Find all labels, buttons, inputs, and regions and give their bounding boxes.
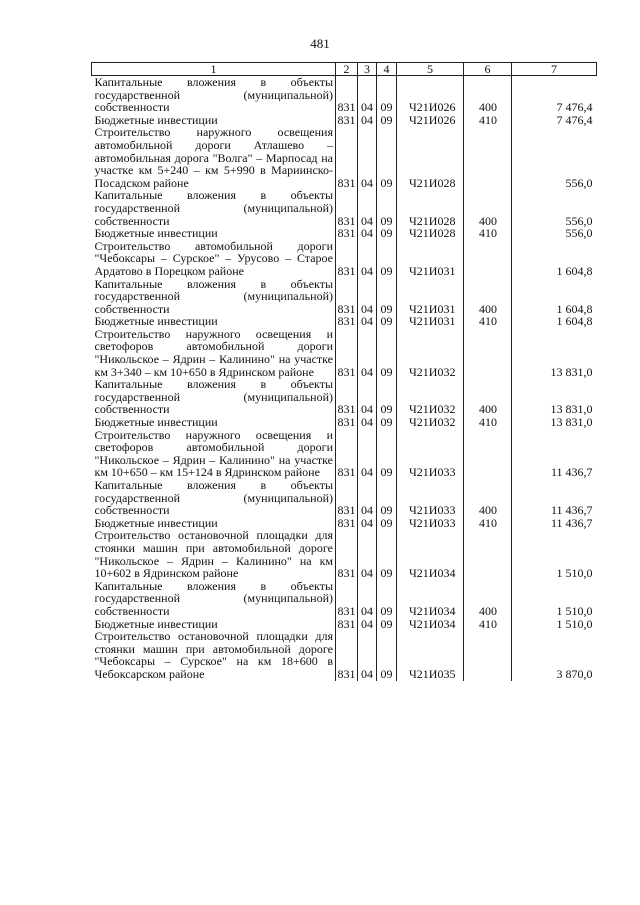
header-cell: 7 <box>512 63 597 76</box>
row-name: Капитальные вложения в объекты государственной (муниципальной) собственности <box>94 75 333 115</box>
table-row <box>92 630 597 680</box>
table-row <box>92 429 597 479</box>
header-cell: 1 <box>92 63 336 76</box>
expense-type-code: 410 <box>464 114 512 127</box>
ministry-code: 831 <box>337 616 356 631</box>
ministry-code: 831 <box>336 126 358 189</box>
ministry-code: 831 <box>336 76 358 114</box>
subsection-code: 09 <box>377 126 397 189</box>
subsection-code: 09 <box>377 479 397 517</box>
amount: 1 604,8 <box>512 315 597 328</box>
table-row <box>92 76 597 114</box>
ministry-code: 831 <box>336 429 358 479</box>
target-article-code: Ч21И034 <box>397 529 464 579</box>
target-article-code: Ч21И032 <box>397 416 464 429</box>
amount: 556,0 <box>512 126 597 189</box>
amount: 3 870,0 <box>512 630 597 680</box>
subsection-code: 09 <box>377 328 397 378</box>
row-name: Капитальные вложения в объекты государственной (муниципальной) собственности <box>94 578 333 618</box>
amount: 556,0 <box>512 189 597 227</box>
target-article-code: Ч21И031 <box>397 315 464 328</box>
target-article-code: Ч21И033 <box>397 429 464 479</box>
header-cell: 3 <box>358 63 377 76</box>
row-name: Капитальные вложения в объекты государственной (муниципальной) собственности <box>94 377 333 417</box>
row-name: Строительство наружного освещения и светофоров автомобильной дороги "Никольское – Ядрин – Калинино" на участке км 10+650 – км 15+124 в Ядринском районе <box>94 427 333 480</box>
amount: 11 436,7 <box>512 479 597 517</box>
ministry-code: 831 <box>337 112 356 127</box>
expense-type-code <box>464 328 512 378</box>
subsection-code: 09 <box>377 189 397 227</box>
amount: 11 436,7 <box>512 517 597 530</box>
table-row <box>92 240 597 278</box>
row-name: Бюджетные инвестиции <box>94 616 218 631</box>
ministry-code: 831 <box>336 630 358 680</box>
subsection-code: 09 <box>377 378 397 416</box>
section-code: 04 <box>358 126 377 189</box>
expense-type-code <box>464 630 512 680</box>
ministry-code: 831 <box>336 240 358 278</box>
expense-type-code: 400 <box>464 378 512 416</box>
target-article-code: Ч21И035 <box>397 630 464 680</box>
target-article-code: Ч21И032 <box>397 378 464 416</box>
row-name: Бюджетные инвестиции <box>94 314 218 329</box>
expense-type-code: 400 <box>464 189 512 227</box>
expense-type-code: 410 <box>464 618 512 631</box>
subsection-code: 09 <box>377 227 397 240</box>
amount: 13 831,0 <box>512 328 597 378</box>
amount: 13 831,0 <box>512 416 597 429</box>
target-article-code: Ч21И026 <box>397 76 464 114</box>
subsection-code: 09 <box>377 278 397 316</box>
target-article-code: Ч21И031 <box>397 278 464 316</box>
section-code: 04 <box>358 189 377 227</box>
section-code: 04 <box>358 378 377 416</box>
amount: 1 510,0 <box>512 618 597 631</box>
row-name: Бюджетные инвестиции <box>94 112 218 127</box>
row-name: Бюджетные инвестиции <box>94 226 218 241</box>
target-article-code: Ч21И026 <box>397 114 464 127</box>
row-name: Бюджетные инвестиции <box>94 515 218 530</box>
subsection-code: 09 <box>377 315 397 328</box>
row-name: Строительство автомобильной дороги "Чебоксары – Сурское" – Урусово – Старое Ардатово в Порецком районе <box>94 238 333 278</box>
target-article-code: Ч21И034 <box>397 580 464 618</box>
row-name: Капитальные вложения в объекты государственной (муниципальной) собственности <box>94 478 333 518</box>
table-row <box>92 328 597 378</box>
target-article-code: Ч21И033 <box>397 479 464 517</box>
section-code: 04 <box>358 328 377 378</box>
table-row <box>92 126 597 189</box>
ministry-code: 831 <box>336 479 358 517</box>
table-row <box>92 227 597 240</box>
section-code: 04 <box>358 529 377 579</box>
table-row <box>92 278 597 316</box>
row-name: Строительство наружного освещения и светофоров автомобильной дороги "Никольское – Ядрин – Калинино" на участке км 3+340 – км 10+650 в Ядринском районе <box>94 326 333 379</box>
amount: 556,0 <box>512 227 597 240</box>
ministry-code: 831 <box>337 515 356 530</box>
section-code: 04 <box>358 479 377 517</box>
table-row <box>92 529 597 579</box>
subsection-code: 09 <box>377 416 397 429</box>
header-cell: 4 <box>377 63 397 76</box>
ministry-code: 831 <box>336 378 358 416</box>
subsection-code: 09 <box>377 618 397 631</box>
expense-type-code: 410 <box>464 315 512 328</box>
section-code: 04 <box>358 315 377 328</box>
expense-type-code <box>464 429 512 479</box>
row-name: Строительство наружного освещения автомобильной дороги Атлашево – автомобильная дорога "Волга" – Марпосад на участке км 5+240 – км 5+990 в Мариинско-Посадском районе <box>94 125 333 190</box>
amount: 1 510,0 <box>512 580 597 618</box>
ministry-code: 831 <box>336 189 358 227</box>
expense-type-code: 400 <box>464 278 512 316</box>
subsection-code: 09 <box>377 76 397 114</box>
table-row <box>92 580 597 618</box>
section-code: 04 <box>358 240 377 278</box>
header-cell: 5 <box>397 63 464 76</box>
row-name: Капитальные вложения в объекты государственной (муниципальной) собственности <box>94 188 333 228</box>
table-row <box>92 479 597 517</box>
subsection-code: 09 <box>377 580 397 618</box>
subsection-code: 09 <box>377 529 397 579</box>
table-row <box>92 315 597 328</box>
expense-type-code: 410 <box>464 416 512 429</box>
section-code: 04 <box>358 517 377 530</box>
expense-type-code: 410 <box>464 227 512 240</box>
section-code: 04 <box>358 278 377 316</box>
amount: 7 476,4 <box>512 114 597 127</box>
row-name: Строительство остановочной площадки для стоянки машин при автомобильной дороге "Никольское – Ядрин – Калинино" на км 10+602 в Ядринском районе <box>94 528 333 581</box>
target-article-code: Ч21И031 <box>397 240 464 278</box>
subsection-code: 09 <box>377 630 397 680</box>
amount: 7 476,4 <box>512 76 597 114</box>
section-code: 04 <box>358 114 377 127</box>
header-cell: 6 <box>464 63 512 76</box>
amount: 13 831,0 <box>512 378 597 416</box>
section-code: 04 <box>358 76 377 114</box>
subsection-code: 09 <box>377 240 397 278</box>
page-number: 481 <box>310 36 330 51</box>
subsection-code: 09 <box>377 114 397 127</box>
header-cell: 2 <box>336 63 358 76</box>
target-article-code: Ч21И034 <box>397 618 464 631</box>
subsection-code: 09 <box>377 517 397 530</box>
section-code: 04 <box>358 580 377 618</box>
amount: 1 604,8 <box>512 278 597 316</box>
expense-type-code: 410 <box>464 517 512 530</box>
target-article-code: Ч21И033 <box>397 517 464 530</box>
target-article-code: Ч21И032 <box>397 328 464 378</box>
ministry-code: 831 <box>337 415 356 430</box>
amount: 1 510,0 <box>512 529 597 579</box>
subsection-code: 09 <box>377 429 397 479</box>
budget-table <box>91 62 597 681</box>
amount: 1 604,8 <box>512 240 597 278</box>
section-code: 04 <box>358 618 377 631</box>
ministry-code: 831 <box>337 226 356 241</box>
ministry-code: 831 <box>336 328 358 378</box>
row-name: Бюджетные инвестиции <box>94 415 218 430</box>
ministry-code: 831 <box>336 580 358 618</box>
expense-type-code <box>464 529 512 579</box>
section-code: 04 <box>358 227 377 240</box>
expense-type-code <box>464 126 512 189</box>
amount: 11 436,7 <box>512 429 597 479</box>
section-code: 04 <box>358 630 377 680</box>
expense-type-code: 400 <box>464 580 512 618</box>
table-row <box>92 189 597 227</box>
target-article-code: Ч21И028 <box>397 126 464 189</box>
row-name: Капитальные вложения в объекты государственной (муниципальной) собственности <box>94 276 333 316</box>
section-code: 04 <box>358 429 377 479</box>
table-row <box>92 416 597 429</box>
section-code: 04 <box>358 416 377 429</box>
table-row <box>92 378 597 416</box>
ministry-code: 831 <box>336 529 358 579</box>
expense-type-code: 400 <box>464 479 512 517</box>
expense-type-code: 400 <box>464 76 512 114</box>
target-article-code: Ч21И028 <box>397 189 464 227</box>
ministry-code: 831 <box>336 278 358 316</box>
expense-type-code <box>464 240 512 278</box>
table-header-row <box>92 63 597 76</box>
row-name: Строительство остановочной площадки для стоянки машин при автомобильной дороге "Чебоксары – Сурское" на км 18+600 в Чебоксарском районе <box>94 629 333 681</box>
ministry-code: 831 <box>337 314 356 329</box>
target-article-code: Ч21И028 <box>397 227 464 240</box>
